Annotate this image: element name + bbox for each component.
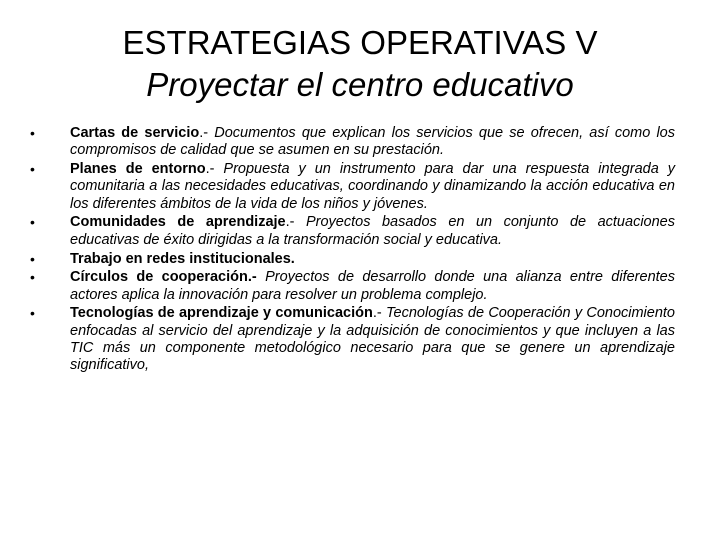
bullet-icon: • [30, 269, 35, 286]
bullet-icon: • [30, 250, 35, 267]
bullet-separator: .- [372, 305, 382, 322]
bullet-separator: .- [199, 125, 209, 141]
bullet-item-cartas-de-servicio [30, 125, 675, 160]
bullet-description: Documentos que explican los servicios que se ofrecen, así como los compromisos de calidad que se asumen en su prestación. [70, 125, 675, 159]
bullet-list [30, 125, 675, 376]
slide-title [0, 22, 720, 106]
bullet-item-comunidades-de-aprendizaje [30, 214, 675, 249]
bullet-item-circulos-de-cooperacion [30, 269, 675, 304]
title-subtitle: Proyectar el centro educativo [146, 66, 574, 103]
bullet-term: Círculos de cooperación.- [70, 269, 257, 286]
bullet-item-planes-de-entorno [30, 161, 675, 213]
bullet-term: Cartas de servicio [70, 125, 200, 141]
bullet-term: Planes de entorno [70, 161, 206, 178]
bullet-term: Trabajo en redes institucionales. [70, 250, 295, 267]
bullet-description: Proyectos basados en un conjunto de actuaciones educativas de éxito dirigidas a la transformación social y educativa. [70, 214, 675, 248]
bullet-icon: • [30, 125, 35, 141]
bullet-term: Tecnologías de aprendizaje y comunicación [70, 305, 373, 322]
bullet-icon: • [30, 305, 35, 322]
title-main: ESTRATEGIAS OPERATIVAS V [122, 24, 598, 61]
bullet-icon: • [30, 161, 35, 178]
bullet-description: Tecnologías de Cooperación y Conocimiento enfocadas al servicio del aprendizaje y la adquisición de conocimientos y que incluyen a las TIC más un componente metodológico necesario para que se genere un aprendizaje significativo, [70, 305, 676, 374]
bullet-term: Comunidades de aprendizaje [70, 214, 286, 231]
bullet-description: Propuesta y un instrumento para dar una respuesta integrada y comunitaria a las necesidades educativas, coordinando y dinamizando la acción educativa en los diferentes ámbitos de la vida de los niños y jóvenes. [70, 161, 675, 212]
bullet-separator: .- [205, 161, 215, 178]
bullet-item-trabajo-en-redes [30, 251, 675, 268]
bullet-item-tecnologias-de-aprendizaje [30, 305, 675, 374]
bullet-description: Proyectos de desarrollo donde una alianza entre diferentes actores aplica la innovación para resolver un problema complejo. [70, 269, 675, 303]
bullet-separator: .- [285, 214, 295, 231]
bullet-icon: • [30, 214, 35, 231]
